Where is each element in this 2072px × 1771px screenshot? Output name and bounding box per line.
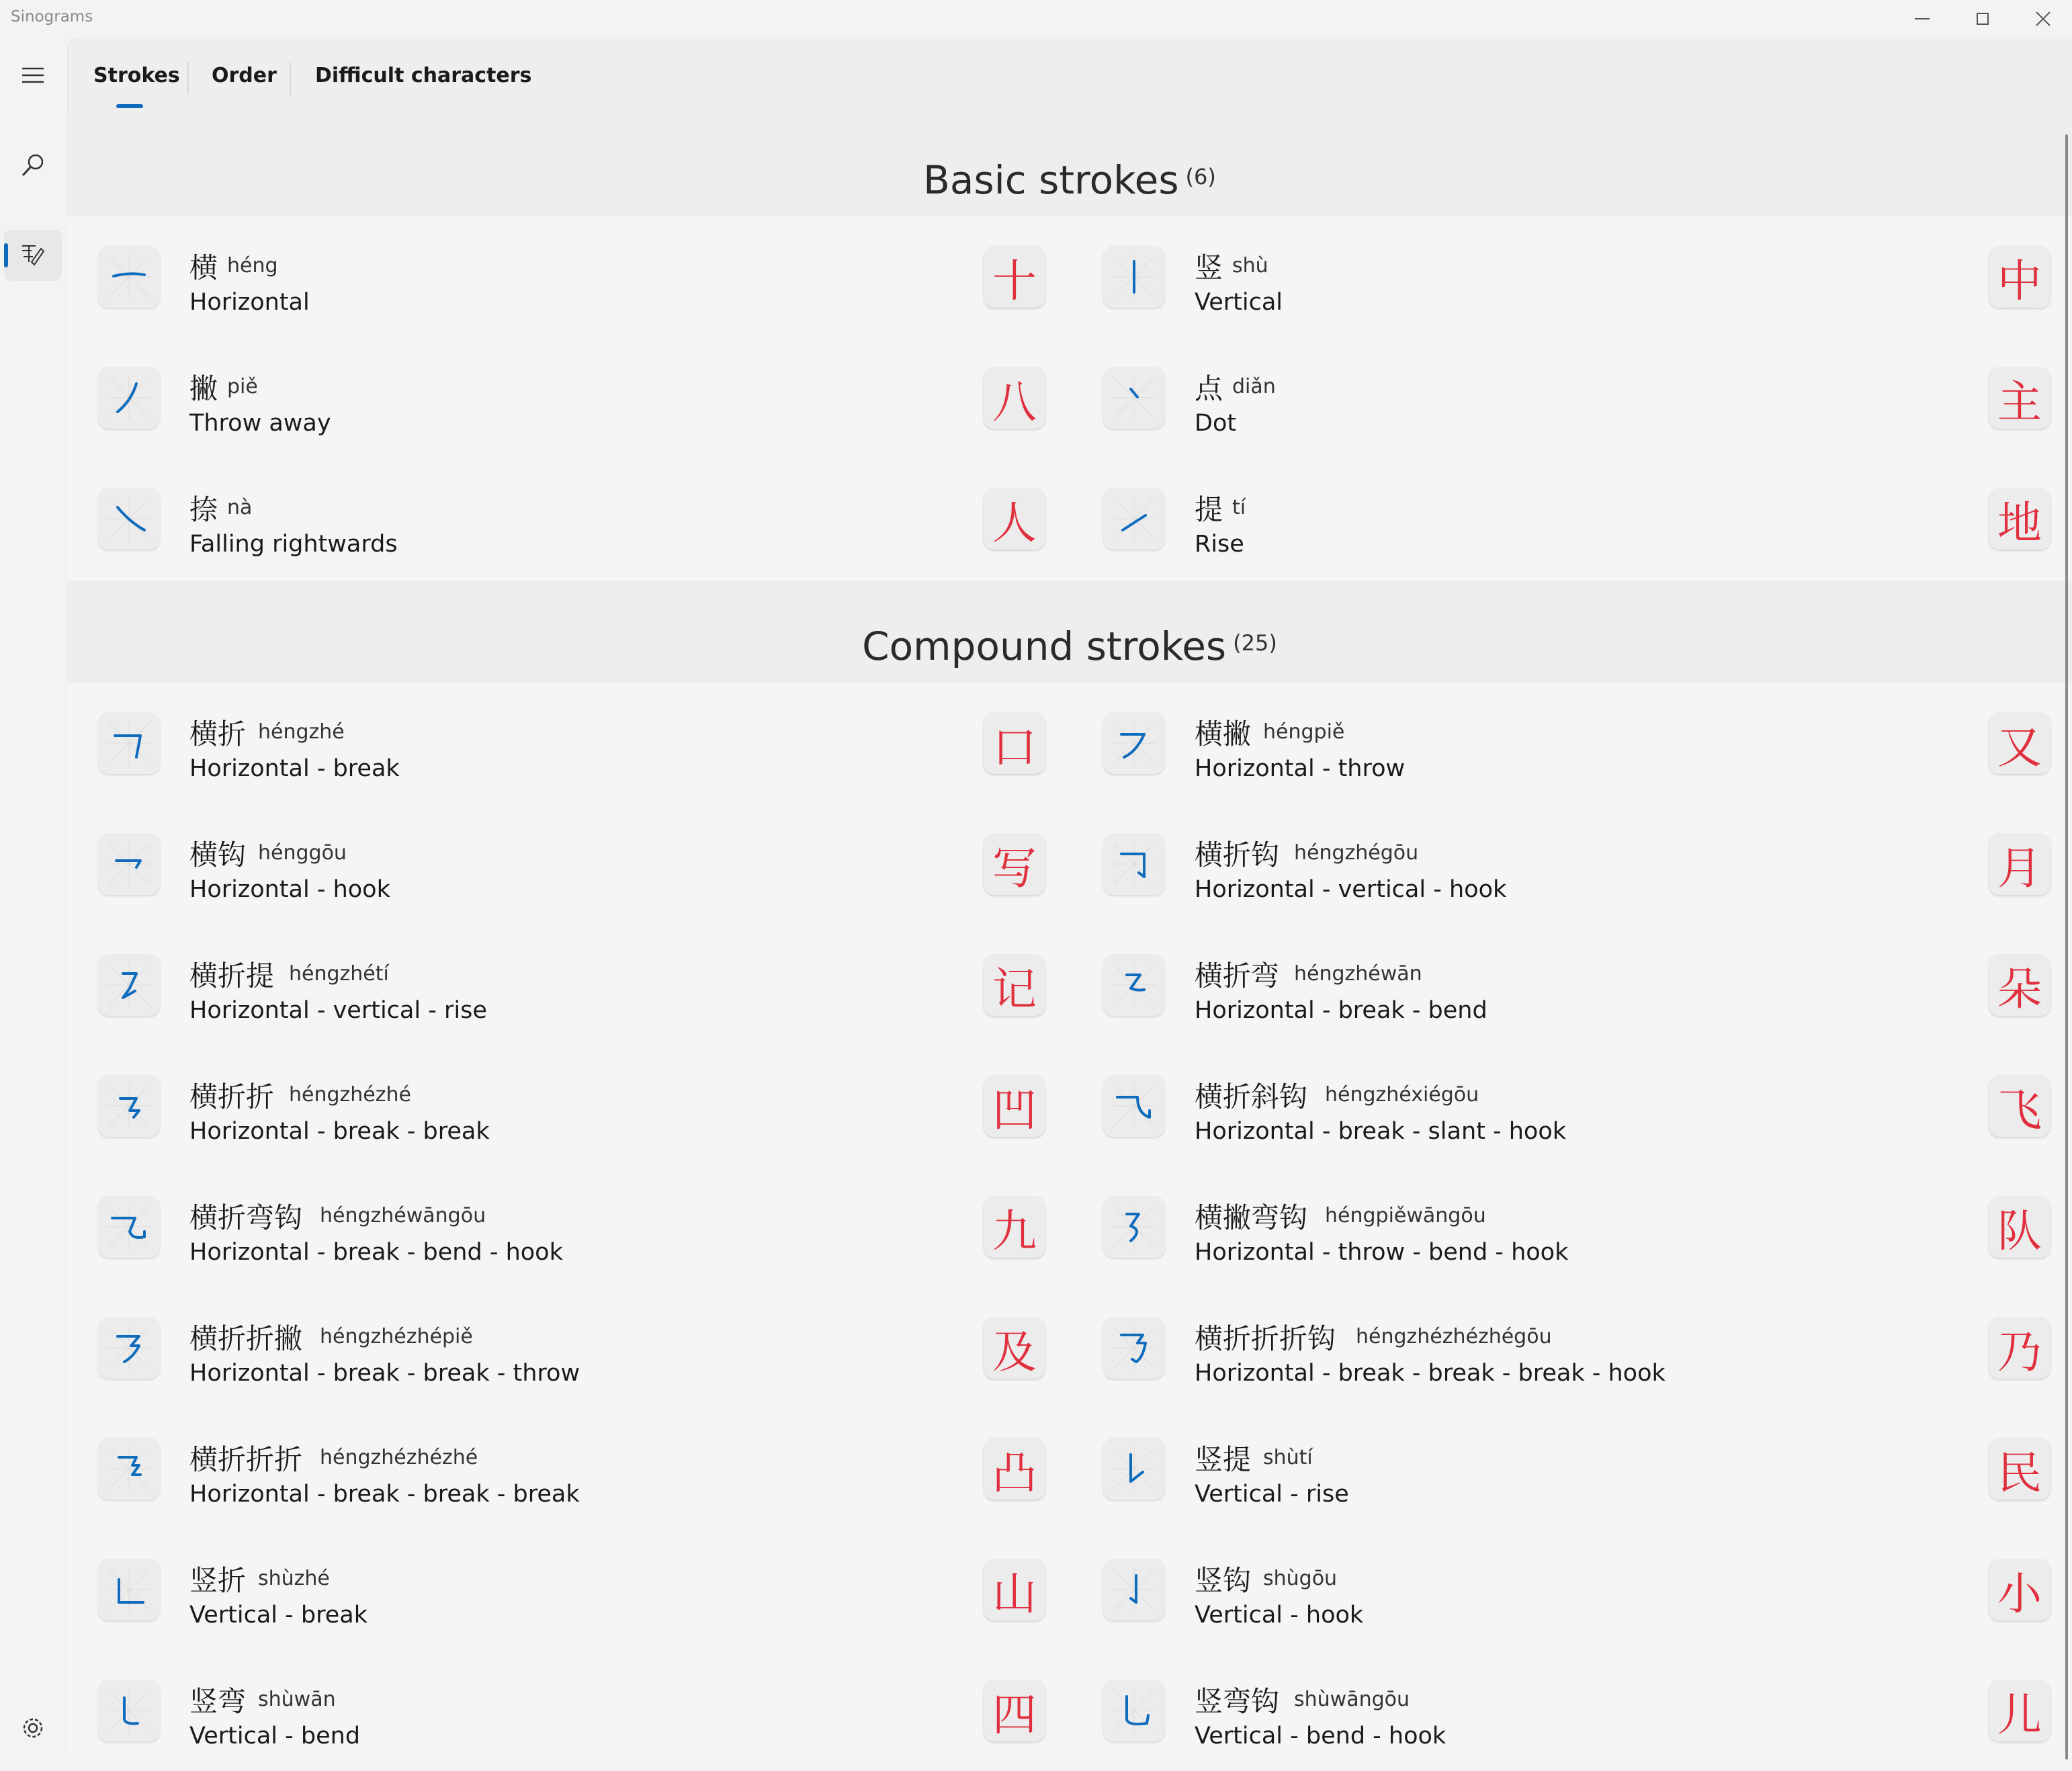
stroke-glyph-tile[interactable] (1103, 954, 1165, 1016)
stroke-meaning: Horizontal - vertical - hook (1195, 876, 1507, 903)
stroke-path (119, 1457, 140, 1475)
example-character: 乃 (1997, 1326, 2042, 1378)
menu-icon (21, 66, 45, 85)
example-character-tile[interactable] (1989, 1317, 2051, 1379)
stroke-path (118, 1336, 139, 1362)
stroke-pinyin: héngzhé (258, 720, 345, 744)
example-character-tile[interactable] (1989, 488, 2051, 550)
search-button[interactable] (4, 140, 62, 191)
stroke-path (1131, 1455, 1143, 1481)
strokes-icon (19, 242, 46, 269)
stroke-item[interactable] (67, 804, 1072, 924)
compound-strokes-header (67, 580, 2072, 683)
stroke-hanzi: 横折折 (189, 1080, 275, 1113)
stroke-pinyin: héngzhéwān (1294, 962, 1422, 986)
stroke-glyph-tile[interactable] (1103, 1075, 1165, 1137)
stroke-hanzi: 点 (1195, 372, 1223, 405)
stroke-meaning: Horizontal - throw - bend - hook (1195, 1239, 1569, 1266)
stroke-path (1127, 1214, 1139, 1241)
stroke-item[interactable] (67, 1529, 1072, 1650)
example-character-tile[interactable] (1989, 1680, 2051, 1741)
grid-guide (1112, 721, 1156, 765)
tab-strokes[interactable]: Strokes (93, 64, 180, 87)
example-character: 儿 (1997, 1688, 2042, 1741)
stroke-meaning: Horizontal - break (189, 755, 400, 782)
grid-guide (1112, 496, 1156, 541)
example-character: 朵 (1997, 963, 2042, 1015)
stroke-path (120, 1098, 139, 1117)
stroke-meaning: Horizontal - throw (1195, 755, 1406, 782)
stroke-meaning: Vertical - bend - hook (1195, 1723, 1447, 1750)
stroke-item[interactable] (1072, 1650, 2072, 1771)
example-character: 九 (992, 1205, 1037, 1257)
stroke-hanzi: 竖提 (1195, 1443, 1252, 1476)
example-character: 主 (1997, 376, 2042, 428)
stroke-glyph-tile[interactable] (98, 833, 160, 895)
stroke-hanzi: 横折折折 (189, 1443, 303, 1476)
grid-guide (107, 1326, 151, 1370)
tab-selected-indicator (116, 104, 143, 108)
stroke-meaning: Throw away (189, 410, 331, 437)
stroke-hanzi: 横 (189, 251, 218, 284)
stroke-glyph-icon (1111, 1445, 1158, 1492)
tab-separator (187, 62, 189, 95)
stroke-hanzi: 横折折撇 (189, 1322, 303, 1355)
stroke-meaning: Falling rightwards (189, 531, 398, 558)
example-character-tile[interactable] (1989, 712, 2051, 774)
stroke-hanzi: 横折折折钩 (1195, 1322, 1336, 1355)
example-character: 飞 (1997, 1084, 2042, 1136)
stroke-glyph-tile[interactable] (1103, 1196, 1165, 1258)
stroke-hanzi: 捺 (189, 493, 218, 526)
app-title: Sinograms (11, 8, 93, 26)
example-character: 凹 (992, 1084, 1037, 1136)
stroke-glyph-icon (105, 495, 153, 542)
stroke-glyph-tile[interactable] (98, 1075, 160, 1137)
stroke-glyph-tile[interactable] (98, 954, 160, 1016)
stroke-glyph-tile[interactable] (98, 1196, 160, 1258)
stroke-hanzi: 横折提 (189, 959, 275, 992)
stroke-glyph-icon (1111, 374, 1158, 421)
stroke-glyph-icon (105, 1203, 153, 1250)
settings-icon (21, 1716, 45, 1740)
stroke-pinyin: héngzhézhézhégōu (1356, 1325, 1552, 1348)
example-character-tile[interactable] (1989, 1196, 2051, 1258)
tab-separator (290, 62, 291, 95)
example-character-tile[interactable] (984, 246, 1045, 308)
stroke-glyph-tile[interactable] (98, 246, 160, 308)
stroke-pinyin: shù (1232, 254, 1268, 277)
stroke-hanzi: 横撇 (1195, 718, 1252, 750)
stroke-path (1121, 734, 1144, 757)
stroke-hanzi: 横钩 (189, 838, 247, 871)
stroke-hanzi: 竖 (1195, 251, 1223, 284)
example-character-tile[interactable] (1989, 246, 2051, 308)
grid-guide (107, 721, 151, 765)
grid-guide (1112, 1446, 1156, 1491)
stroke-hanzi: 竖弯 (189, 1685, 247, 1718)
stroke-glyph-tile[interactable] (1103, 1438, 1165, 1500)
example-character-tile[interactable] (1989, 1559, 2051, 1621)
minimize-icon (1915, 18, 1930, 19)
stroke-item[interactable] (67, 1287, 1072, 1408)
example-character: 及 (992, 1326, 1037, 1378)
example-character: 中 (1997, 255, 2042, 307)
grid-guide (1112, 842, 1156, 886)
stroke-glyph-tile[interactable] (98, 488, 160, 550)
stroke-item[interactable] (67, 216, 1072, 337)
compound-strokes-list (67, 683, 2072, 1760)
stroke-glyph-icon (1111, 961, 1158, 1008)
stroke-glyph-tile[interactable] (1103, 712, 1165, 774)
close-button[interactable] (2013, 0, 2072, 38)
example-character: 凸 (992, 1446, 1037, 1499)
maximize-icon (1977, 13, 1989, 25)
stroke-item[interactable] (1072, 1287, 2072, 1408)
stroke-pinyin: tí (1232, 496, 1246, 519)
stroke-pinyin: héngzhégōu (1294, 841, 1419, 865)
stroke-glyph-tile[interactable] (1103, 1559, 1165, 1621)
stroke-pinyin: héngzhétí (289, 962, 389, 986)
stroke-pinyin: hénggōu (258, 841, 347, 865)
grid-guide (1112, 1688, 1156, 1733)
tab-bar (68, 38, 2072, 115)
stroke-meaning: Horizontal - break - bend - hook (189, 1239, 563, 1266)
stroke-hanzi: 提 (1195, 493, 1223, 526)
example-character-tile[interactable] (1989, 833, 2051, 895)
stroke-glyph-icon (105, 1324, 153, 1371)
stroke-glyph-icon (105, 720, 153, 767)
example-character-tile[interactable] (1989, 1438, 2051, 1500)
stroke-item[interactable] (67, 924, 1072, 1045)
scrollbar[interactable] (2065, 134, 2068, 1760)
section-count: (25) (1233, 630, 1277, 656)
example-character: 又 (1997, 721, 2042, 773)
stroke-glyph-icon (105, 374, 153, 421)
stroke-glyph-tile[interactable] (1103, 488, 1165, 550)
example-character: 八 (992, 376, 1037, 428)
example-character-tile[interactable] (984, 712, 1045, 774)
section-title (67, 623, 2072, 669)
stroke-hanzi: 横折 (189, 718, 247, 750)
stroke-item[interactable] (67, 1408, 1072, 1529)
example-character: 月 (1997, 842, 2042, 894)
stroke-hanzi: 横折弯 (1195, 959, 1280, 992)
grid-guide (1112, 1567, 1156, 1612)
stroke-meaning: Horizontal - hook (189, 876, 390, 903)
basic-strokes-header (67, 114, 2072, 216)
stroke-hanzi: 竖钩 (1195, 1564, 1252, 1597)
example-character: 口 (992, 721, 1037, 773)
stroke-hanzi: 横折钩 (1195, 838, 1280, 871)
stroke-item[interactable] (1072, 1045, 2072, 1166)
search-icon (19, 152, 46, 179)
stroke-glyph-icon (105, 1082, 153, 1129)
stroke-meaning: Vertical - hook (1195, 1602, 1364, 1629)
grid-guide (1112, 1326, 1156, 1370)
stroke-meaning: Horizontal - break - break - throw (189, 1360, 580, 1387)
example-character-tile[interactable] (984, 833, 1045, 895)
stroke-glyph-tile[interactable] (98, 712, 160, 774)
example-character: 小 (1997, 1567, 2042, 1620)
stroke-meaning: Horizontal - break - break (189, 1118, 490, 1145)
stroke-hanzi: 撇 (189, 372, 218, 405)
maximize-button[interactable] (1952, 0, 2013, 38)
stroke-pinyin: piě (227, 375, 258, 398)
stroke-glyph-tile[interactable] (1103, 1317, 1165, 1379)
stroke-pinyin: héngpiěwāngōu (1325, 1204, 1486, 1227)
stroke-pinyin: shùzhé (258, 1567, 330, 1590)
stroke-glyph-icon (1111, 840, 1158, 888)
stroke-item[interactable] (1072, 924, 2072, 1045)
example-character-tile[interactable] (984, 488, 1045, 550)
stroke-glyph-icon (1111, 1566, 1158, 1613)
example-character: 四 (992, 1688, 1037, 1741)
stroke-pinyin: shùtí (1263, 1446, 1313, 1469)
stroke-path (115, 736, 140, 757)
stroke-glyph-icon (1111, 1082, 1158, 1129)
stroke-glyph-tile[interactable] (98, 1559, 160, 1621)
stroke-glyph-tile[interactable] (1103, 1680, 1165, 1741)
stroke-meaning: Horizontal - break - break - break - hook (1195, 1360, 1666, 1387)
stroke-hanzi: 竖折 (189, 1564, 247, 1597)
stroke-item[interactable] (1072, 804, 2072, 924)
stroke-hanzi: 竖弯钩 (1195, 1685, 1280, 1718)
stroke-item[interactable] (67, 1045, 1072, 1166)
settings-button[interactable] (4, 1702, 62, 1754)
grid-guide (107, 1205, 151, 1249)
stroke-meaning: Horizontal - vertical - rise (189, 997, 487, 1024)
stroke-meaning: Vertical - rise (1195, 1481, 1349, 1508)
navigation-rail (0, 38, 67, 1760)
stroke-glyph-icon (1111, 495, 1158, 542)
stroke-item[interactable] (67, 1166, 1072, 1287)
grid-guide (107, 1688, 151, 1733)
example-character: 山 (992, 1567, 1037, 1620)
stroke-meaning: Vertical - bend (189, 1723, 361, 1750)
stroke-glyph-icon (105, 1687, 153, 1734)
stroke-item[interactable] (67, 1650, 1072, 1771)
stroke-meaning: Dot (1195, 410, 1237, 437)
example-character-tile[interactable] (984, 1559, 1045, 1621)
example-character-tile[interactable] (984, 1196, 1045, 1258)
stroke-item[interactable] (67, 337, 1072, 458)
stroke-glyph-tile[interactable] (98, 367, 160, 429)
section-title (67, 157, 2072, 203)
stroke-glyph-icon (1111, 720, 1158, 767)
example-character-tile[interactable] (984, 1075, 1045, 1137)
grid-guide (1112, 376, 1156, 420)
stroke-item[interactable] (67, 458, 1072, 579)
selection-indicator (4, 243, 8, 267)
example-character-tile[interactable] (984, 367, 1045, 429)
section-count: (6) (1185, 164, 1216, 189)
example-character: 人 (992, 496, 1037, 549)
grid-guide (1112, 1084, 1156, 1128)
stroke-glyph-icon (1111, 1324, 1158, 1371)
stroke-glyph-icon (1111, 1687, 1158, 1734)
grid-guide (107, 842, 151, 886)
stroke-pinyin: héngzhéwāngōu (320, 1204, 486, 1227)
stroke-meaning: Horizontal - break - bend (1195, 997, 1487, 1024)
tab-order[interactable]: Order (212, 64, 277, 87)
section-title-text: Basic strokes (923, 157, 1179, 203)
example-character-tile[interactable] (1989, 1075, 2051, 1137)
stroke-meaning: Vertical (1195, 289, 1283, 316)
stroke-path (1117, 1097, 1150, 1117)
stroke-pinyin: héngzhézhépiě (320, 1325, 473, 1348)
stroke-hanzi: 横折弯钩 (189, 1201, 303, 1234)
stroke-pinyin: shùwān (258, 1688, 336, 1711)
stroke-glyph-icon (1111, 253, 1158, 300)
stroke-item[interactable] (67, 683, 1072, 804)
stroke-meaning: Horizontal - break - break - break (189, 1481, 580, 1508)
grid-guide (107, 963, 151, 1007)
stroke-glyph-icon (105, 840, 153, 888)
example-character-tile[interactable] (1989, 954, 2051, 1016)
stroke-pinyin: héngzhézhézhé (320, 1446, 478, 1469)
stroke-pinyin: héngpiě (1263, 720, 1345, 744)
stroke-item[interactable] (1072, 1408, 2072, 1529)
title-bar (0, 0, 2072, 38)
example-character-tile[interactable] (984, 1438, 1045, 1500)
stroke-pinyin: nà (227, 496, 253, 519)
stroke-glyph-icon (105, 253, 153, 300)
example-character-tile[interactable] (984, 954, 1045, 1016)
section-title-text: Compound strokes (862, 623, 1227, 669)
stroke-meaning: Horizontal - break - slant - hook (1195, 1118, 1567, 1145)
stroke-glyph-tile[interactable] (98, 1680, 160, 1741)
example-character-tile[interactable] (984, 1317, 1045, 1379)
minimize-button[interactable] (1892, 0, 1952, 38)
tab-difficult-characters[interactable]: Difficult characters (315, 64, 532, 87)
example-character: 队 (1997, 1205, 2042, 1257)
strokes-nav-button[interactable] (4, 230, 62, 281)
stroke-pinyin: diǎn (1232, 375, 1276, 398)
stroke-item[interactable] (1072, 458, 2072, 579)
stroke-hanzi: 横折斜钩 (1195, 1080, 1308, 1113)
stroke-pinyin: héngzhéxiégōu (1325, 1083, 1479, 1107)
example-character-tile[interactable] (984, 1680, 1045, 1741)
example-character: 地 (1997, 496, 2042, 549)
example-character: 写 (992, 842, 1037, 894)
stroke-glyph-tile[interactable] (1103, 246, 1165, 308)
stroke-glyph-icon (1111, 1203, 1158, 1250)
grid-guide (107, 1084, 151, 1128)
stroke-path (123, 974, 136, 998)
stroke-glyph-tile[interactable] (1103, 833, 1165, 895)
stroke-glyph-icon (105, 1445, 153, 1492)
stroke-pinyin: héngzhézhé (289, 1083, 411, 1107)
close-icon (2035, 11, 2051, 27)
stroke-pinyin: shùwāngōu (1294, 1688, 1410, 1711)
example-character: 民 (1997, 1446, 2042, 1499)
stroke-glyph-tile[interactable] (98, 1317, 160, 1379)
stroke-item[interactable] (1072, 337, 2072, 458)
stroke-item[interactable] (1072, 216, 2072, 337)
stroke-pinyin: shùgōu (1263, 1567, 1338, 1590)
stroke-item[interactable] (1072, 683, 2072, 804)
stroke-glyph-tile[interactable] (1103, 367, 1165, 429)
stroke-meaning: Rise (1195, 531, 1244, 558)
stroke-pinyin: héng (227, 254, 278, 277)
example-character-tile[interactable] (1989, 367, 2051, 429)
stroke-item[interactable] (1072, 1166, 2072, 1287)
stroke-meaning: Vertical - break (189, 1602, 368, 1629)
basic-strokes-list (67, 216, 2072, 579)
example-character: 十 (992, 255, 1037, 307)
stroke-glyph-icon (105, 961, 153, 1008)
example-character: 记 (992, 963, 1037, 1015)
stroke-item[interactable] (1072, 1529, 2072, 1650)
grid-guide (107, 1446, 151, 1491)
grid-guide (107, 1567, 151, 1612)
menu-button[interactable] (4, 50, 62, 101)
stroke-glyph-icon (105, 1566, 153, 1613)
stroke-glyph-tile[interactable] (98, 1438, 160, 1500)
stroke-hanzi: 横撇弯钩 (1195, 1201, 1308, 1234)
stroke-meaning: Horizontal (189, 289, 310, 316)
